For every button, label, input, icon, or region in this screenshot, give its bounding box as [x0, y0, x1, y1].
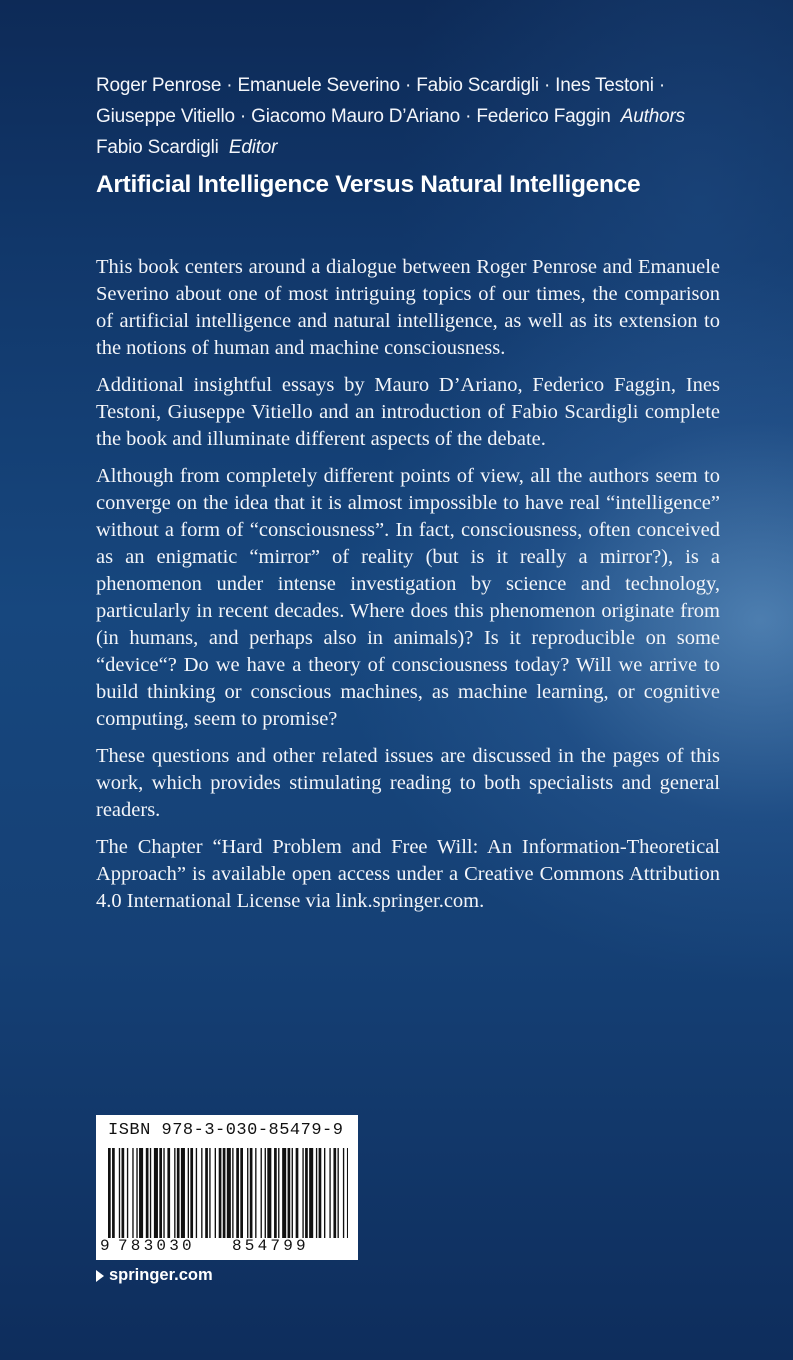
barcode-bar — [190, 1148, 193, 1238]
barcode-bar — [338, 1148, 339, 1238]
barcode-bar — [324, 1148, 325, 1238]
editor-name: Fabio Scardigli — [96, 137, 219, 158]
blurb-paragraph-3: Although from completely different points of view, all the authors seem to converge on the idea that it is almost impossible to have real “intelligence” without a form of “consciousness”. In fact, consciousness, often conceived as an enigmatic “mirror” of reality (but is it really a mirror?), is a phenomenon under intense investigation by science and technology, particularly in recent decades. Where does this phenomenon originate from (in humans, and perhaps also in animals)? Is it reproducible on some “device“? Do we have a theory of consciousness today? Will we arrive to build thinking or conscious machines, as machine learning, or cognitive computing, seem to promise? — [96, 465, 720, 730]
blurb-paragraph-5: The Chapter “Hard Problem and Free Will: An Information-Theoretical Approach” is available open access under a Creative Commons Attribution 4.0 International License via link.springer.com. — [96, 836, 720, 912]
barcode-bar — [278, 1148, 279, 1238]
barcode-bar — [267, 1148, 271, 1238]
barcode-bar — [333, 1148, 336, 1238]
barcode-bar — [247, 1148, 248, 1238]
publisher-link[interactable] — [96, 1266, 213, 1285]
barcode-bar — [215, 1148, 216, 1238]
barcode-digits — [96, 1237, 358, 1257]
barcode-digits-right: 854799 — [232, 1237, 309, 1255]
barcode-bar — [316, 1148, 317, 1238]
isbn-label: ISBN 978-3-030-85479-9 — [108, 1121, 344, 1140]
barcode-bar — [205, 1148, 208, 1238]
barcode-bar — [329, 1148, 330, 1238]
barcode-bar — [167, 1148, 170, 1238]
barcode-bar — [292, 1148, 293, 1238]
isbn-barcode — [96, 1115, 358, 1260]
barcode-bar — [139, 1148, 143, 1238]
publisher-link-text: springer.com — [109, 1266, 213, 1284]
barcode-bar — [250, 1148, 253, 1238]
authors-line-2 — [96, 101, 756, 132]
barcode-bar — [177, 1148, 180, 1238]
blurb-text — [96, 254, 720, 925]
barcode-bar — [196, 1148, 197, 1238]
barcode-bar — [255, 1148, 256, 1238]
barcode-digit-first: 9 — [100, 1237, 110, 1255]
barcode-bar — [343, 1148, 344, 1238]
barcode-bar — [174, 1148, 175, 1238]
book-title: Artificial Intelligence Versus Natural Intelligence — [96, 171, 641, 198]
barcode-bar — [305, 1148, 308, 1238]
barcode-bar — [181, 1148, 185, 1238]
barcode-bar — [261, 1148, 262, 1238]
barcode-bar — [240, 1148, 243, 1238]
barcode-bar — [296, 1148, 299, 1238]
barcode-bar — [319, 1148, 322, 1238]
authors-names: Giuseppe Vitiello · Giacomo Mauro D’Ariano · Federico Faggin — [96, 106, 611, 127]
barcode-bar — [227, 1148, 231, 1238]
barcode-bar — [209, 1148, 210, 1238]
author-list — [96, 70, 756, 163]
barcode-bar — [219, 1148, 222, 1238]
authors-line-1: Roger Penrose · Emanuele Severino · Fabio Scardigli · Ines Testoni · — [96, 75, 665, 96]
editor-role: Editor — [228, 137, 278, 158]
blurb-paragraph-2: Additional insightful essays by Mauro D’Ariano, Federico Faggin, Ines Testoni, Giuseppe Vitiello and an introduction of Fabio Scardigli complete the book and illuminate different aspects of the debate. — [96, 374, 720, 450]
editor-line — [96, 132, 756, 163]
barcode-digits-left: 783030 — [118, 1237, 195, 1255]
barcode-bar — [108, 1148, 111, 1238]
triangle-right-icon — [96, 1270, 104, 1282]
barcode-bar — [159, 1148, 162, 1238]
barcode-bar — [274, 1148, 277, 1238]
barcode-bar — [127, 1148, 128, 1238]
barcode-bar — [163, 1148, 164, 1238]
barcode-bar — [112, 1148, 115, 1238]
barcode-bar — [122, 1148, 125, 1238]
barcode-bar — [236, 1148, 239, 1238]
barcode-bars — [108, 1148, 348, 1238]
barcode-bar — [223, 1148, 226, 1238]
barcode-bar — [309, 1148, 313, 1238]
blurb-paragraph-1: This book centers around a dialogue between Roger Penrose and Emanuele Severino about one of most intriguing topics of our times, the comparison of artificial intelligence and natural intelligence, as well as its extension to the notions of human and machine consciousness. — [96, 256, 720, 359]
barcode-bar — [132, 1148, 133, 1238]
barcode-bar — [265, 1148, 266, 1238]
barcode-bar — [150, 1148, 151, 1238]
barcode-bar — [188, 1148, 189, 1238]
barcode-bar — [288, 1148, 291, 1238]
barcode-bar — [347, 1148, 348, 1238]
barcode-bar — [136, 1148, 137, 1238]
barcode-bar — [232, 1148, 233, 1238]
barcode-bar — [282, 1148, 286, 1238]
barcode-bar — [154, 1148, 158, 1238]
barcode-bar — [119, 1148, 120, 1238]
authors-role: Authors — [620, 106, 685, 127]
barcode-bar — [302, 1148, 303, 1238]
barcode-bar — [201, 1148, 202, 1238]
barcode-bar — [146, 1148, 149, 1238]
blurb-paragraph-4: These questions and other related issues are discussed in the pages of this work, which provides stimulating reading to both specialists and general readers. — [96, 745, 720, 821]
